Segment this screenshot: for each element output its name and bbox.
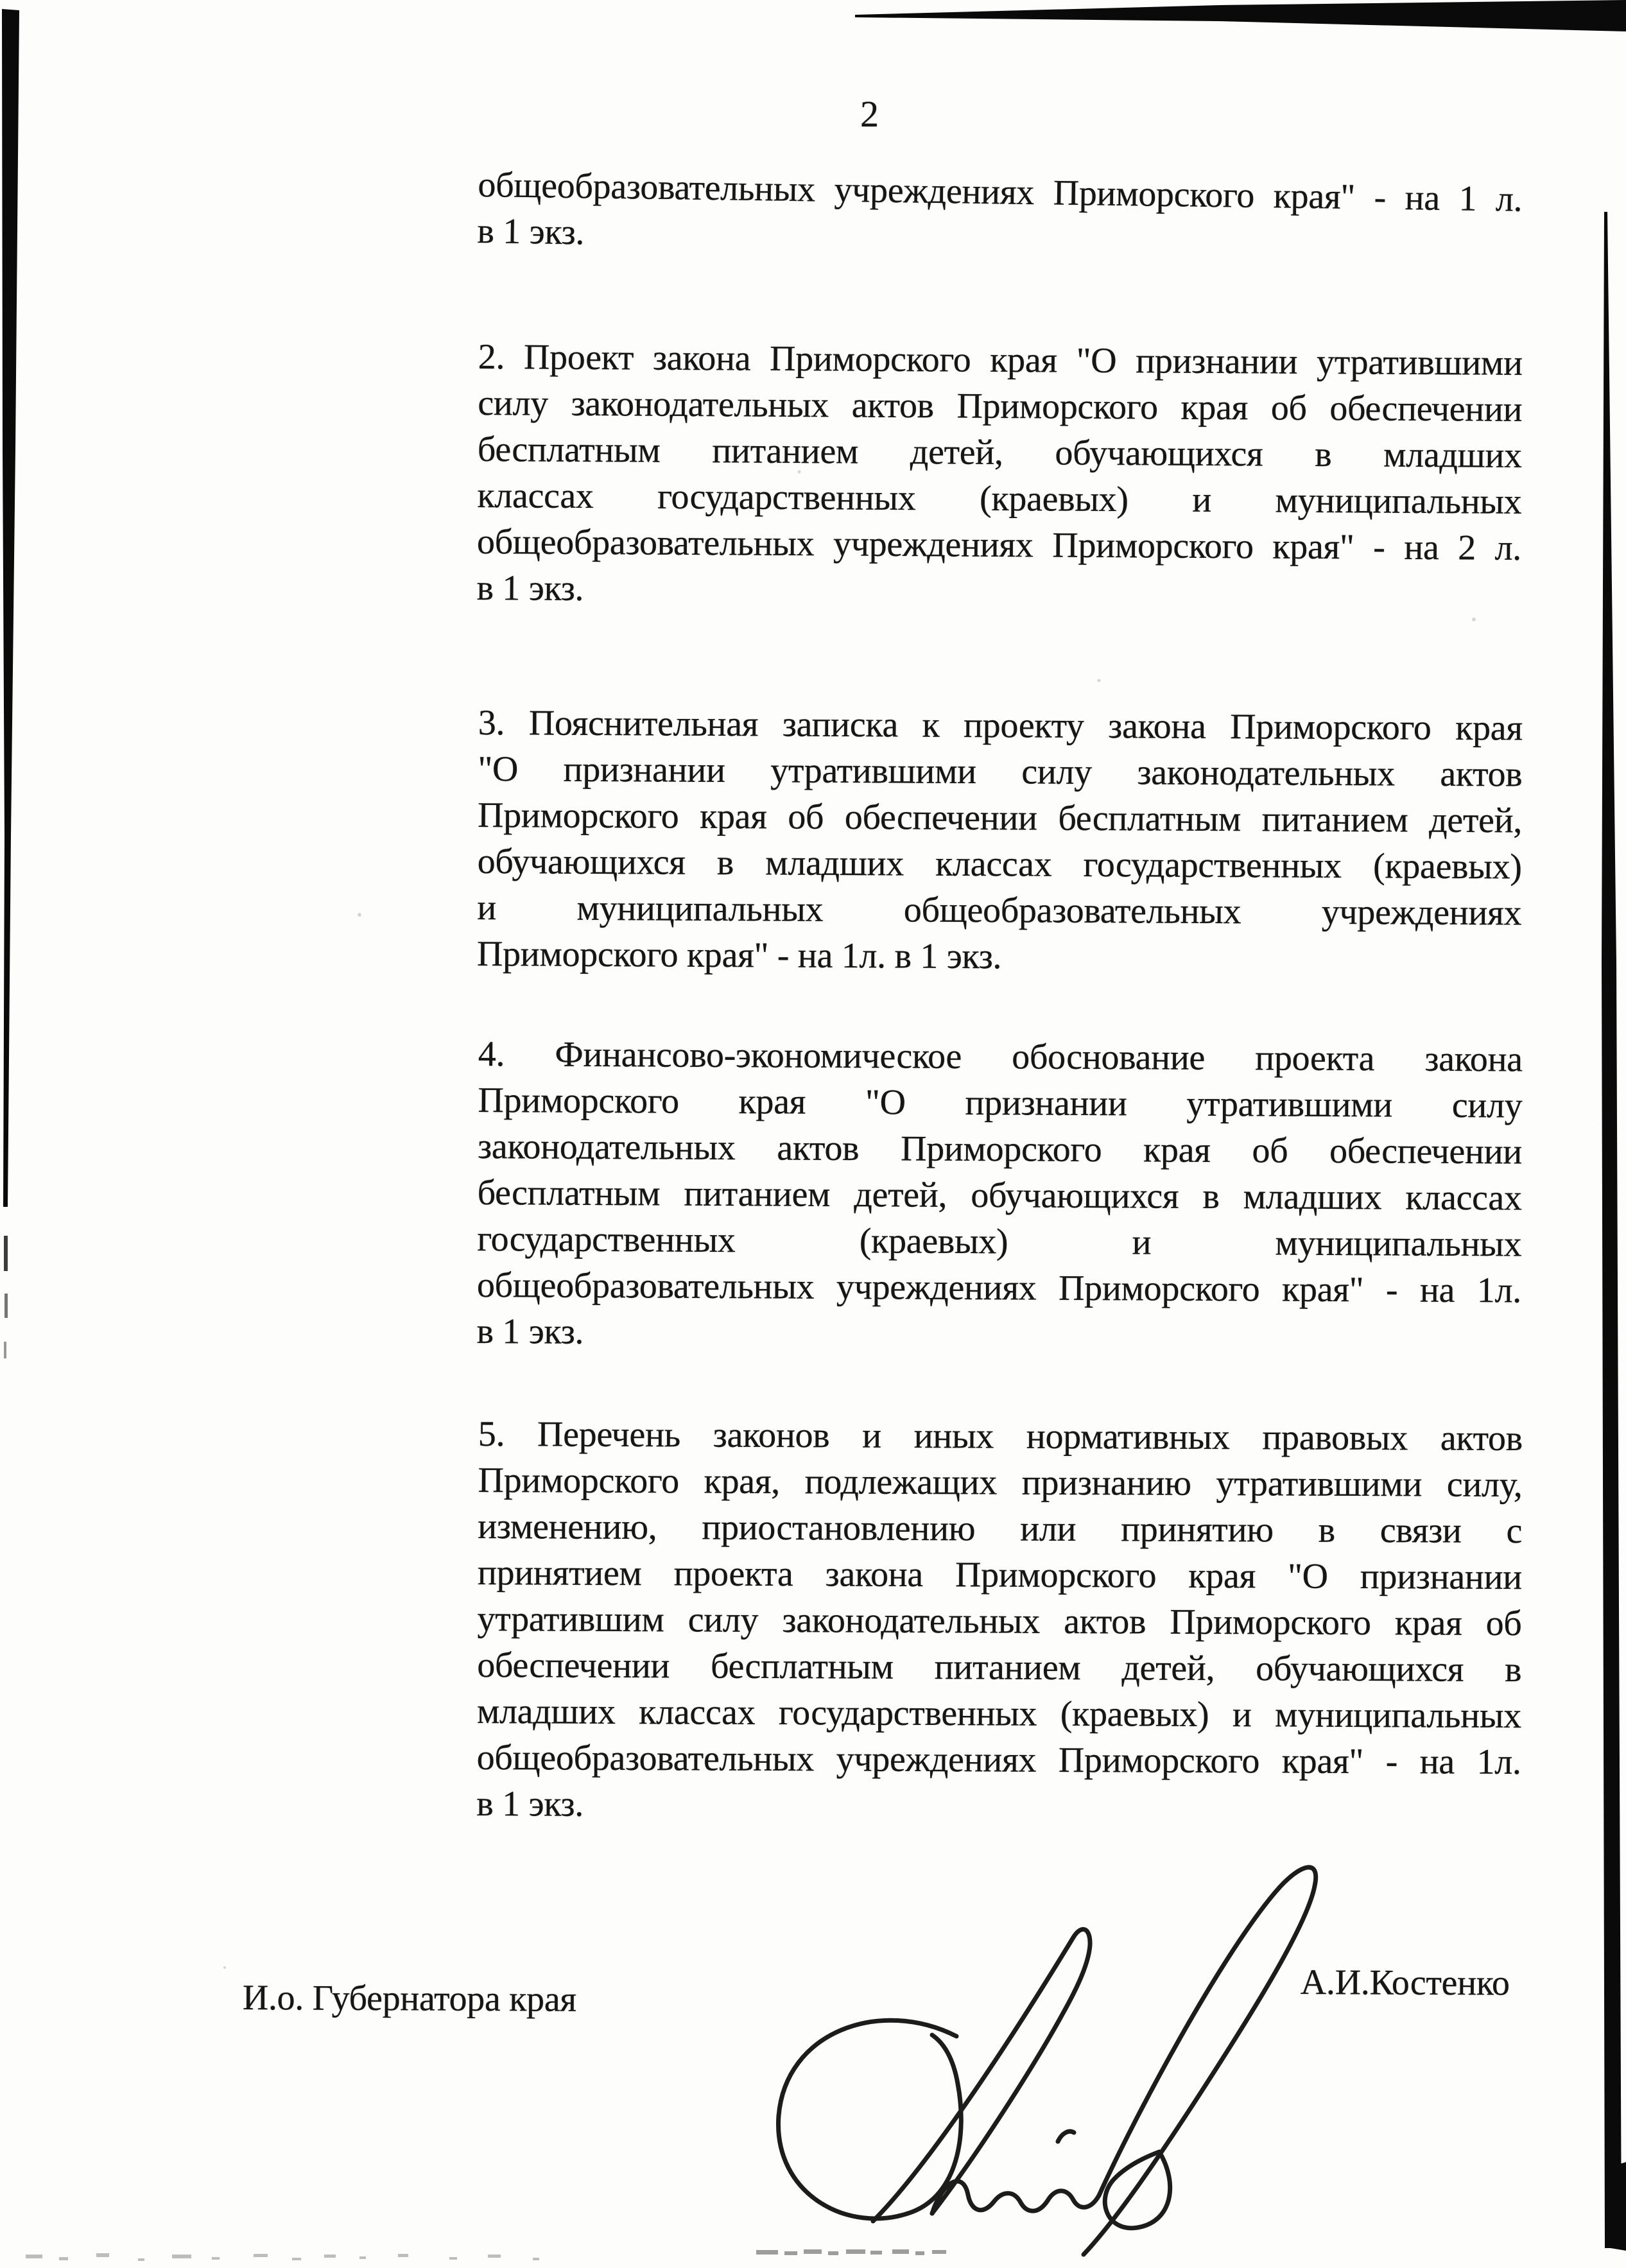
text-line: в 1 экз. — [477, 211, 585, 253]
signer-position-label: И.о. Губернатора края — [242, 1978, 577, 2020]
scan-artifact-bottom-right — [1609, 2162, 1626, 2251]
signer-name: А.И.Костенко — [1300, 1962, 1510, 2004]
text-line: 4. Финансово-экономическое обоснование проекта закона — [478, 1034, 1523, 1080]
text-line: принятием проекта закона Приморского края "О признании — [477, 1552, 1523, 1598]
text-line: общеобразовательных учреждениях Приморского края" - на 1л. — [476, 1737, 1521, 1783]
text-line: утратившим силу законодательных актов Приморского края об — [477, 1598, 1522, 1644]
attachment-item-2 — [476, 334, 1523, 618]
text-line: младших классах государственных (краевых) и муниципальных — [476, 1691, 1522, 1736]
text-line: в 1 экз. — [476, 1783, 584, 1824]
text-line: общеобразовательных учреждениях Приморского края" - на 2 л. — [476, 521, 1522, 568]
scan-artifact-right-edge — [1602, 212, 1622, 2248]
attachment-item-5 — [476, 1411, 1523, 1831]
text-line: "О признании утратившими силу законодательных актов — [478, 749, 1523, 795]
text-line: в 1 экз. — [476, 567, 584, 609]
text-line: Приморского края об обеспечении бесплатным питанием детей, — [477, 795, 1523, 841]
text-line: обучающихся в младших классах государственных (краевых) — [477, 841, 1522, 887]
text-line: изменению, приостановлению или принятию в связи с — [478, 1506, 1523, 1552]
scan-artifact-bottom-center-marks — [756, 2249, 946, 2255]
text-line: силу законодательных актов Приморского края об обеспечении — [478, 383, 1523, 429]
text-line: в 1 экз. — [476, 1311, 584, 1352]
text-line: Приморского края, подлежащих признанию утратившими силу, — [478, 1460, 1523, 1505]
text-line: государственных (краевых) и муниципальных — [477, 1218, 1522, 1265]
attachment-item-3 — [477, 700, 1523, 983]
text-line: Приморского края "О признании утратившими силу — [478, 1080, 1523, 1126]
text-line: обеспечении бесплатным питанием детей, обучающихся в — [477, 1645, 1522, 1690]
attachment-item-1-continuation — [477, 162, 1523, 269]
text-line: законодательных актов Приморского края об обеспечении — [477, 1126, 1523, 1172]
page-number: 2 — [860, 93, 879, 135]
scan-artifact-bottom-specks — [26, 2253, 539, 2261]
text-line: общеобразовательных учреждениях Приморского края" - на 1 л. — [478, 164, 1523, 220]
attachment-item-4 — [476, 1031, 1523, 1360]
text-line: общеобразовательных учреждениях Приморского края" - на 1л. — [476, 1265, 1522, 1311]
scan-artifact-left-edge — [2, 9, 19, 1207]
text-line: 5. Перечень законов и иных нормативных правовых актов — [478, 1414, 1523, 1459]
text-line: 2. Проект закона Приморского края "О признании утратившими — [478, 336, 1523, 383]
text-line: классах государственных (краевых) и муниципальных — [477, 475, 1522, 522]
text-line: бесплатным питанием детей, обучающихся в младших классах — [477, 1172, 1522, 1218]
scan-artifact-top-right — [855, 0, 1626, 31]
text-line: 3. Пояснительная записка к проекту закона Приморского края — [478, 702, 1523, 749]
text-line: Приморского края" - на 1л. в 1 экз. — [476, 933, 1002, 977]
text-line: бесплатным питанием детей, обучающихся в младших — [477, 429, 1523, 476]
text-line: и муниципальных общеобразовательных учреждениях — [477, 887, 1522, 933]
